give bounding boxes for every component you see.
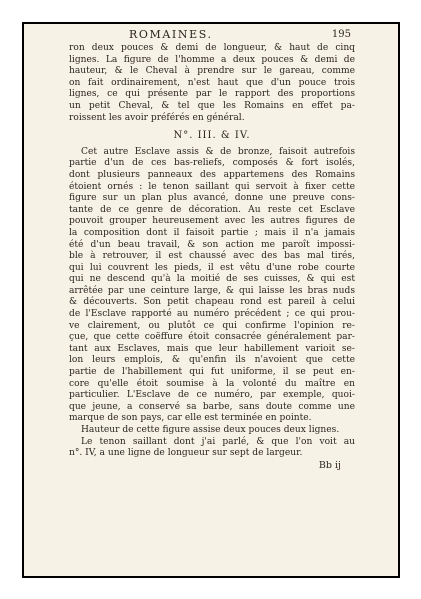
paragraph-2 — [69, 147, 355, 425]
text-line: on fait ordinairement, n'est haut que d'un pouce trois — [69, 77, 355, 88]
text-line: étoient ornés : le tenon saillant qui servoit à fixer cette — [69, 181, 355, 192]
text-line: un petit Cheval, & tel que les Romains en effet pa- — [69, 100, 355, 111]
text-block — [69, 29, 355, 471]
text-line: Le tenon saillant dont j'ai parlé, & que l'on voit au — [81, 436, 355, 447]
text-line: arrêtée par une ceinture large, & qui laisse les bras nuds — [69, 285, 355, 296]
paragraph-3 — [69, 425, 355, 437]
book-page — [22, 22, 400, 578]
signature-mark: Bb ij — [318, 459, 341, 471]
text-line: ble à retrouver, il est chaussé avec des bas mal tirés, — [69, 251, 355, 262]
text-line: tant aux Esclaves, mais que leur habillement varioit se- — [69, 343, 355, 354]
text-line: lignes. La figure de l'homme a deux pouces & demi de — [69, 54, 355, 65]
text-line: ve clairement, ou plutôt ce qui confirme l'opinion re- — [69, 320, 355, 331]
text-line: qui lui couvrent les pieds, il est vêtu d'une robe courte — [69, 262, 355, 273]
text-line: particulier. L'Esclave de ce numéro, par exemple, quoi- — [69, 390, 355, 401]
text-line: dont plusieurs panneaux des appartemens des Romains — [69, 169, 355, 180]
paragraph-4 — [69, 437, 355, 460]
text-line: lignes, ce qui présente par le rapport des proportions — [69, 89, 355, 100]
text-line: roissent les avoir préférés en général. — [69, 112, 245, 123]
text-line: la composition dont il faisoit partie ; mais il n'a jamais — [69, 227, 355, 238]
text-line: partie d'un de ces bas-reliefs, composés & fort isolés, — [69, 158, 355, 169]
text-line: été d'un beau travail, & son action me paroît impossi- — [69, 239, 355, 250]
text-line: & découverts. Son petit chapeau rond est pareil à celui — [69, 297, 355, 308]
text-line: Cet autre Esclave assis & de bronze, faisoit autrefois — [81, 146, 355, 157]
text-line: ron deux pouces & demi de longueur, & haut de cinq — [69, 43, 355, 53]
text-line: figure sur un plan plus avancé, donne une preuve cons- — [69, 193, 355, 204]
text-line: lon leurs emplois, & qu'enfin ils n'avoient que cette — [69, 355, 355, 366]
text-line: core qu'elle étoit soumise à la volonté du maître en — [69, 378, 355, 389]
text-line: partie de l'habillement qui fut uniforme, il se peut en- — [69, 367, 355, 378]
paragraph-1 — [69, 43, 355, 124]
text-line: que jeune, a conservé sa barbe, sans doute comme une — [69, 401, 355, 412]
text-line: n°. IV, a une ligne de longueur sur sept de largeur. — [69, 448, 303, 459]
page-number: 195 — [331, 29, 351, 40]
page-header — [69, 29, 355, 43]
text-line: marque de son pays, car elle est terminée en pointe. — [69, 413, 312, 424]
text-line: çue, que cette coëffure étoit consacrée généralement par- — [69, 332, 355, 343]
text-line: pouvoit grouper heureusement avec les autres figures de — [69, 216, 355, 227]
section-heading: N°. III. & IV. — [173, 130, 251, 142]
text-line: de l'Esclave rapporté au numéro précédent ; ce qui prou- — [69, 309, 355, 320]
running-title: ROMAINES. — [129, 28, 213, 41]
text-line: Hauteur de cette figure assise deux pouces deux lignes. — [81, 425, 340, 435]
text-line: hauteur, & le Cheval à prendre sur le gareau, comme — [69, 66, 355, 77]
text-line: qui ne descend qu'à la moitié de ses cuisses, & qui est — [69, 274, 355, 285]
text-line: tante de ce genre de décoration. Au reste cet Esclave — [69, 204, 355, 215]
